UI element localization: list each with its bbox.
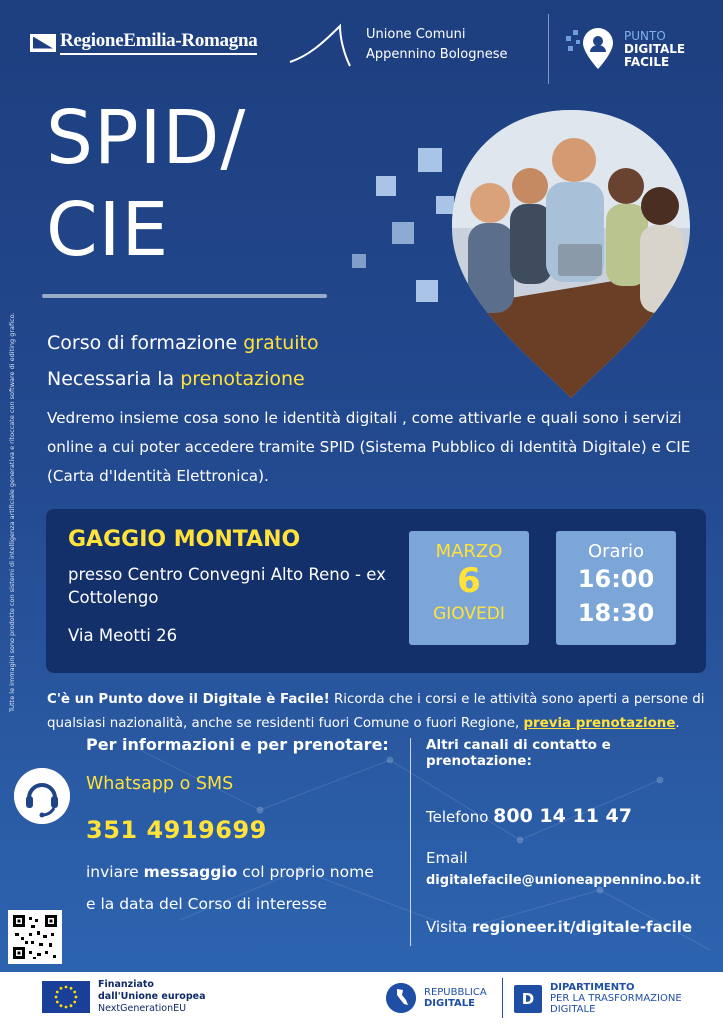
punto-digitale-facile-logo [564,24,685,74]
eu-line2: dall'Unione europea [98,991,206,1002]
footer [0,972,723,1024]
web-link[interactable]: regioneer.it/digitale-facile [471,918,693,936]
ai-disclaimer: Tutte le immagini sono prodotte con sistemi di intelligenza artificiale generativa e ritoccate con software di editing grafico. [8,312,16,712]
phone-number[interactable]: 800 14 11 47 [493,805,632,827]
event-month: MARZO [435,541,503,562]
pixel-square [392,222,414,244]
footer-divider [502,978,503,1018]
phone-label: Telefono [426,808,494,826]
event-day: 6 [457,561,481,601]
course-description: Vedremo insieme cosa sono le identità digitali , come attivarle e quali sono i servizi online a cui poter accedere tramite SPID (Sistema Pubblico di Identità Digitale) e CIE (Carta d'Identità Elettronica). [47,409,691,485]
contact-phone [426,805,716,827]
info-message-line1 [86,856,389,888]
event-venue: presso Centro Convegni Alto Reno - ex Cottolengo [68,565,386,607]
event-city: GAGGIO MONTANO [68,527,301,552]
union-name-line2: Appennino Bolognese [366,47,508,62]
dt-line3: DIGITALE [550,1004,596,1015]
title-underline [42,294,327,298]
course-line1 [47,325,319,361]
pixel-square [376,176,396,196]
info-message-line2: e la data del Corso di interesse [86,895,327,913]
title-line1: SPID/ [46,95,247,181]
qr-code[interactable] [8,910,62,964]
headset-icon [14,768,70,824]
eu-line3: NextGenerationEU [98,1003,187,1014]
region-logo-text: RegioneEmilia-Romagna [60,30,257,55]
msg-post: col proprio nome [237,863,374,881]
event-weekday: GIOVEDI [433,604,505,624]
contact-heading: Altri canali di contatto e prenotazione: [426,737,611,769]
notice-intro: C'è un Punto dove il Digitale è Facile! [47,692,330,707]
booking-link[interactable]: previa prenotazione [523,716,676,731]
contact-web [426,918,716,936]
dipartimento-icon: D [514,985,542,1013]
contact-section [426,737,716,936]
date-box [409,531,529,645]
eu-flag-icon [42,981,90,1013]
pixel-square [418,148,442,172]
event-street: Via Meotti 26 [68,626,178,645]
italy-map-icon [386,983,416,1013]
notice-text [47,688,712,736]
email-address[interactable]: digitalefacile@unioneappennino.bo.it [426,873,701,888]
event-box [46,509,706,673]
notice-body: Ricorda che i corsi e le attività sono aperti a persone di qualsiasi nazionalità, anche se residenti fuori Comune o fuori Regione, [47,692,705,731]
course-line2-text: Necessaria la [47,368,181,390]
group-photo [450,108,692,400]
region-logo-icon [30,34,56,52]
info-section [86,735,389,920]
union-logo [288,20,508,70]
time-box [556,531,676,645]
info-message [86,856,389,920]
time-label: Orario [587,541,644,562]
dt-line1: DIPARTIMENTO [550,982,635,993]
free-label: gratuito [243,332,319,354]
email-label: Email [426,849,468,867]
pdf-line1: PUNTO [624,28,666,43]
pdf-line3: FACILE [624,54,670,69]
title-line2: CIE [46,187,170,273]
whatsapp-label: Whatsapp o SMS [86,774,234,794]
eu-funding-text [98,979,205,1015]
eu-line1: Finanziato [98,979,154,990]
course-info [47,325,319,397]
pixel-square [352,254,366,268]
notice-end: . [675,716,680,731]
pdf-line2: DIGITALE [624,41,686,56]
dt-line2: PER LA TRASFORMAZIONE [550,993,682,1004]
contact-divider [410,738,411,946]
dipartimento-logo [514,982,682,1015]
whatsapp-number[interactable]: 351 4919699 [86,816,267,844]
time-start: 16:00 [577,565,655,593]
booking-label: prenotazione [180,368,305,390]
header [0,0,723,90]
info-heading: Per informazioni e per prenotare: [86,735,389,754]
time-end: 18:30 [577,599,655,627]
header-divider [548,14,549,84]
rd-line1: REPUBBLICA [424,987,487,998]
pixel-square [416,280,438,302]
rd-line2: DIGITALE [424,998,475,1009]
course-line1-text: Corso di formazione [47,332,244,354]
msg-pre: inviare [86,863,144,881]
web-label: Visita [426,918,472,936]
course-line2 [47,361,319,397]
repubblica-digitale-logo [386,983,487,1013]
msg-bold: messaggio [143,863,238,881]
location-pin-icon [564,24,618,74]
union-name-line1: Unione Comuni [366,27,466,42]
mountain-icon [288,20,358,70]
page-title [46,92,246,276]
region-logo [30,30,257,55]
